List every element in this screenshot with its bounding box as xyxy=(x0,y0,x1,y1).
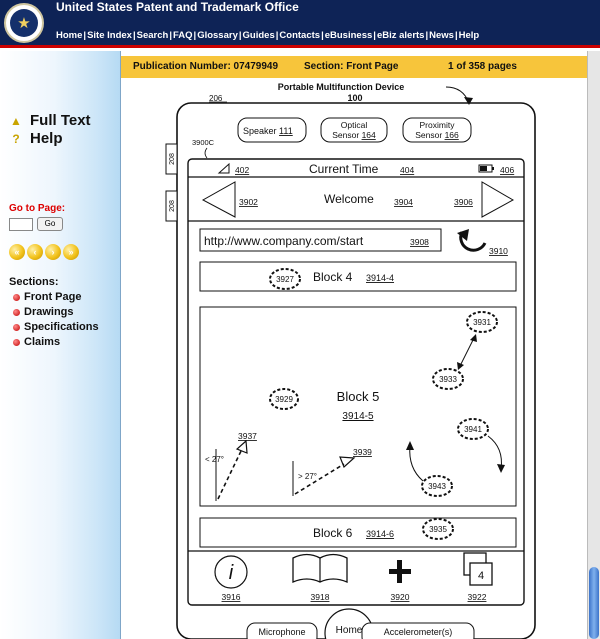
bullet-icon xyxy=(13,309,20,316)
header-nav xyxy=(56,30,479,41)
welcome-title: Welcome xyxy=(324,192,374,206)
block-5-ref: 3914-5 xyxy=(342,411,374,422)
optical-sensor-line2: Sensor 164 xyxy=(332,130,376,140)
ref-3937: 3937 xyxy=(238,431,257,441)
ref-3929: 3929 xyxy=(275,395,293,404)
current-time-label: Current Time xyxy=(309,162,379,176)
signal-ref: 402 xyxy=(235,165,250,175)
arrow-head-icon xyxy=(464,97,473,105)
add-ref: 3920 xyxy=(390,592,410,602)
sidebar xyxy=(0,51,120,639)
patent-drawing xyxy=(121,51,588,639)
proximity-sensor-line2: Sensor 166 xyxy=(415,130,459,140)
page-navigation xyxy=(9,244,79,260)
ref-3933: 3933 xyxy=(439,375,457,384)
optical-sensor-line1: Optical xyxy=(340,120,368,130)
back-arrow-icon[interactable] xyxy=(203,182,235,217)
add-icon[interactable] xyxy=(397,560,402,583)
section-front-page[interactable] xyxy=(13,291,81,303)
ref-3939: 3939 xyxy=(353,447,372,457)
back-ref: 3902 xyxy=(239,197,258,207)
battery-level xyxy=(480,166,487,171)
nav-separator: | xyxy=(454,30,458,41)
bullet-icon xyxy=(13,324,20,331)
scrollbar-thumb[interactable] xyxy=(589,567,599,639)
block-6-ref: 3914-6 xyxy=(366,529,395,539)
sections-label: Sections: xyxy=(9,276,59,288)
publication-number: Publication Number: 07479949 xyxy=(133,61,279,72)
page-count: 1 of 358 pages xyxy=(448,61,517,72)
ref-208-bottom: 208 xyxy=(169,200,176,212)
ref-3931: 3931 xyxy=(473,318,491,327)
last-page-icon[interactable]: » xyxy=(63,244,79,260)
nav-separator: | xyxy=(425,30,429,41)
nav-separator: | xyxy=(193,30,197,41)
nav-link-news[interactable]: News xyxy=(429,30,454,41)
time-ref: 404 xyxy=(400,165,415,175)
first-page-icon[interactable]: « xyxy=(9,244,25,260)
block-6-label: Block 6 xyxy=(313,526,353,540)
bookmarks-ref: 3918 xyxy=(310,592,330,602)
goto-page-label: Go to Page: xyxy=(9,203,66,214)
speaker-label: Speaker 111 xyxy=(243,126,293,136)
section-label: Drawings xyxy=(24,306,74,318)
help-label: Help xyxy=(30,130,63,147)
angle-greater-label: > 27° xyxy=(298,472,317,481)
ref-3943: 3943 xyxy=(428,482,446,491)
forward-arrow-icon[interactable] xyxy=(482,182,513,217)
refresh-ref: 3910 xyxy=(489,246,508,256)
next-page-icon[interactable]: › xyxy=(45,244,61,260)
agency-name: United States Patent and Trademark Office xyxy=(56,0,299,14)
help-link[interactable] xyxy=(10,130,63,147)
block-4-ref: 3914-4 xyxy=(366,273,395,283)
nav-link-site-index[interactable]: Site Index xyxy=(87,30,132,41)
document-frame xyxy=(120,51,587,639)
url-ref: 3908 xyxy=(410,237,429,247)
block-4[interactable] xyxy=(200,262,516,291)
battery-tip xyxy=(492,167,494,170)
windows-ref: 3922 xyxy=(467,592,487,602)
windows-count: 4 xyxy=(477,570,485,582)
home-label: Home xyxy=(335,625,363,636)
nav-link-home[interactable]: Home xyxy=(56,30,83,41)
section-indicator: Section: Front Page xyxy=(304,61,399,72)
go-button[interactable]: Go xyxy=(37,217,63,231)
nav-link-ebusiness[interactable]: eBusiness xyxy=(324,30,373,41)
section-claims[interactable] xyxy=(13,336,60,348)
nav-link-contacts[interactable]: Contacts xyxy=(279,30,321,41)
block-5-label: Block 5 xyxy=(336,389,380,404)
forward-ref: 3906 xyxy=(454,197,473,207)
welcome-ref: 3904 xyxy=(394,197,413,207)
bullet-icon xyxy=(13,339,20,346)
section-label: Front Page xyxy=(24,291,82,303)
ref-3935: 3935 xyxy=(429,525,447,534)
url-text: http://www.company.com/start xyxy=(204,234,364,248)
section-specifications[interactable] xyxy=(13,321,99,333)
signal-icon xyxy=(219,164,229,173)
question-icon: ? xyxy=(12,131,20,146)
nav-link-search[interactable]: Search xyxy=(136,30,169,41)
full-text-link[interactable] xyxy=(10,112,91,129)
device-title: Portable Multifunction Device xyxy=(277,82,405,92)
full-text-label: Full Text xyxy=(30,112,91,129)
bullet-icon xyxy=(13,294,20,301)
uspto-seal-logo[interactable] xyxy=(4,3,44,43)
section-label: Specifications xyxy=(24,321,99,333)
previous-page-icon[interactable]: ‹ xyxy=(27,244,43,260)
info-ref: 3916 xyxy=(221,592,241,602)
nav-separator: | xyxy=(238,30,242,41)
proximity-sensor-line1: Proximity xyxy=(419,120,455,130)
nav-separator: | xyxy=(373,30,376,41)
accelerometer-label: Accelerometer(s) xyxy=(383,627,453,637)
nav-link-faq[interactable]: FAQ xyxy=(172,30,193,41)
vertical-scrollbar[interactable] xyxy=(587,51,600,639)
eagle-icon: ★ xyxy=(10,9,38,37)
microphone-label: Microphone xyxy=(258,627,306,637)
nav-separator: | xyxy=(132,30,136,41)
ref-208-top: 208 xyxy=(169,153,176,165)
goto-page-input[interactable] xyxy=(9,218,33,231)
section-drawings[interactable] xyxy=(13,306,74,318)
nav-separator: | xyxy=(321,30,324,41)
block-4-label: Block 4 xyxy=(313,270,353,284)
block-6[interactable] xyxy=(200,518,516,547)
info-glyph: i xyxy=(228,562,234,584)
uspto-header xyxy=(0,0,600,48)
ref-3941: 3941 xyxy=(464,425,482,434)
section-label: Claims xyxy=(24,336,61,348)
ref-leader xyxy=(205,148,207,158)
triangle-up-icon: ▲ xyxy=(10,113,22,128)
nav-link-glossary[interactable]: Glossary xyxy=(197,30,238,41)
refresh-arrow-head xyxy=(457,229,469,241)
nav-separator: | xyxy=(169,30,172,41)
nav-separator: | xyxy=(275,30,279,41)
battery-ref: 406 xyxy=(500,165,515,175)
nav-link-help[interactable]: Help xyxy=(458,30,480,41)
nav-separator: | xyxy=(83,30,87,41)
ref-206: 206 xyxy=(209,94,223,103)
device-ref: 100 xyxy=(347,93,363,103)
ref-3927: 3927 xyxy=(276,275,294,284)
block-5[interactable] xyxy=(200,307,516,506)
angle-less-label: < 27° xyxy=(205,455,224,464)
nav-link-ebiz-alerts[interactable]: eBiz alerts xyxy=(376,30,425,41)
device-ref-leader xyxy=(446,87,469,103)
ref-3900c: 3900C xyxy=(192,138,215,147)
nav-link-guides[interactable]: Guides xyxy=(242,30,275,41)
